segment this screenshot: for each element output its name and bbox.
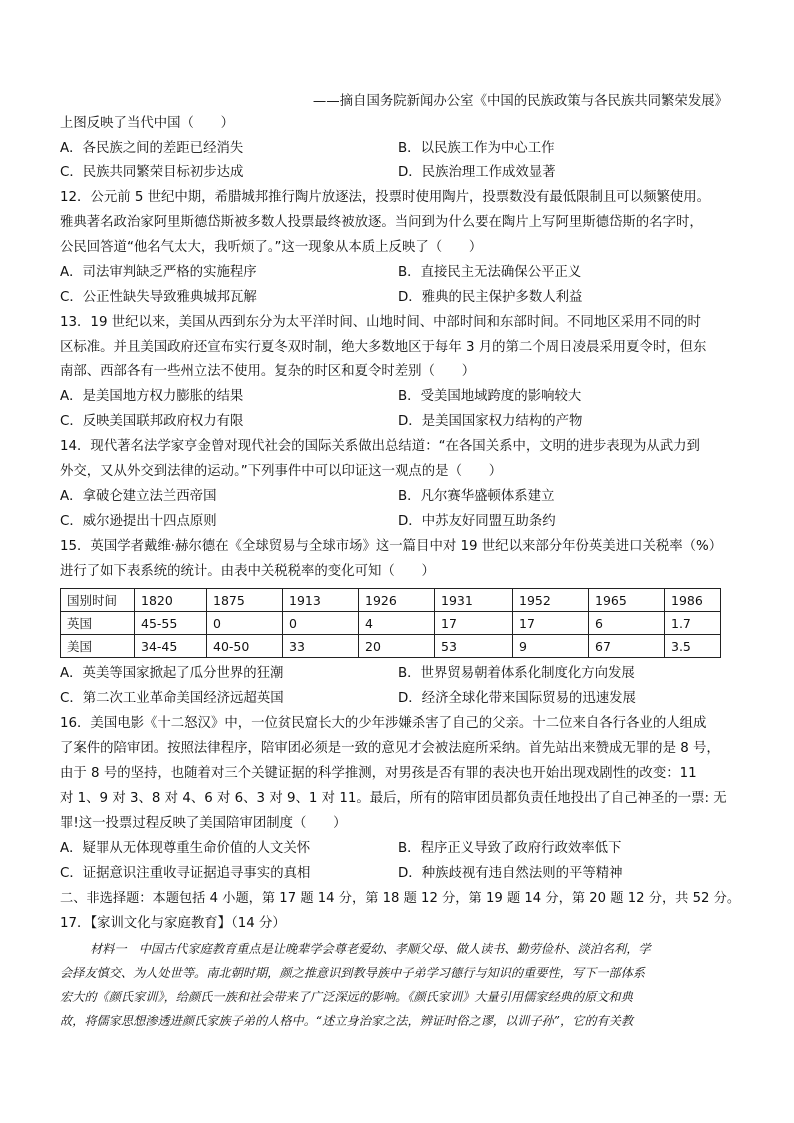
- question-stem: 由于 8 号的坚持，也随着对三个关键证据的科学推测，对男孩是否有罪的表决也开始出现戏剧性的改变：11: [60, 766, 697, 781]
- option-c: C．威尔逊提出十四点原则: [60, 514, 217, 529]
- option-c: C．第二次工业革命美国经济远超英国: [60, 691, 284, 706]
- table-cell: 0: [283, 612, 359, 635]
- source-citation: ——摘自国务院新闻办公室《中国的民族政策与各民族共同繁荣发展》: [312, 94, 728, 109]
- question-stem: 12．公元前 5 世纪中期，希腊城邦推行陶片放逐法，投票时使用陶片，投票数没有最低限制且可以频繁使用。: [60, 190, 711, 205]
- option-b: B．受美国地域跨度的影响较大: [398, 389, 582, 404]
- question-stem: 外交，又从外交到法律的运动。”下列事件中可以印证这一观点的是（ ）: [60, 464, 503, 479]
- table-header-row: [61, 589, 721, 612]
- table-header-cell: 1913: [283, 589, 359, 612]
- question-stem: 公民回答道“他名气太大，我听烦了。”这一现象从本质上反映了（ ）: [60, 240, 483, 255]
- question-stem: 雅典著名政治家阿里斯德岱斯被多数人投票最终被放逐。当问到为什么要在陶片上写阿里斯德岱斯的名字时，: [60, 215, 703, 230]
- question-stem: 进行了如下表系统的统计。由表中关税税率的变化可知（ ）: [60, 564, 435, 579]
- option-d: D．雅典的民主保护多数人利益: [398, 290, 583, 305]
- table-cell: 9: [513, 635, 589, 658]
- table-header-cell: 1986: [665, 589, 721, 612]
- table-cell: 6: [589, 612, 665, 635]
- material-paragraph: 会择友慎交、为人处世等。南北朝时期，颜之推意识到教导族中子弟学习德行与知识的重要性，写下一部体系: [60, 966, 645, 980]
- question-stem: 14．现代著名法学家亨金曾对现代社会的国际关系做出总结道：“在各国关系中，文明的进步表现为从武力到: [60, 439, 700, 454]
- question-stem: 了案件的陪审团。按照法律程序，陪审团必须是一致的意见才会被法庭所采纳。首先站出来赞成无罪的是 8 号，: [60, 741, 720, 756]
- section-heading: 二、非选择题：本题包括 4 小题，第 17 题 14 分，第 18 题 12 分，第 19 题 14 分，第 20 题 12 分，共 52 分。: [60, 891, 741, 906]
- table-cell: 美国: [61, 635, 135, 658]
- option-a: A．司法审判缺乏严格的实施程序: [60, 265, 257, 280]
- option-d: D．民族治理工作成效显著: [398, 165, 556, 180]
- table-cell: 67: [589, 635, 665, 658]
- table-cell: 17: [513, 612, 589, 635]
- question-stem: 16．美国电影《十二怒汉》中，一位贫民窟长大的少年涉嫌杀害了自己的父亲。十二位来自各行各业的人组成: [60, 716, 707, 731]
- option-c: C．公正性缺失导致雅典城邦瓦解: [60, 290, 257, 305]
- option-a: A．疑罪从无体现尊重生命价值的人文关怀: [60, 841, 311, 856]
- table-cell: 45-55: [135, 612, 207, 635]
- option-c: C．证据意识注重收寻证据追寻事实的真相: [60, 866, 311, 881]
- option-b: B．以民族工作为中心工作: [398, 141, 555, 156]
- tariff-table: [60, 588, 721, 658]
- table-header-cell: 1820: [135, 589, 207, 612]
- table-header-cell: 1952: [513, 589, 589, 612]
- option-b: B．凡尔赛华盛顿体系建立: [398, 489, 555, 504]
- material-paragraph: 故，将儒家思想渗透进颜氏家族子弟的人格中。“述立身治家之法，辨证时俗之谬，以训子孙”，它的有关教: [60, 1014, 634, 1028]
- question-stem: 15．英国学者戴维·赫尔德在《全球贸易与全球市场》这一篇目中对 19 世纪以来部分年份英美进口关税率（%）: [60, 539, 723, 554]
- table-cell: 3.5: [665, 635, 721, 658]
- table-header-cell: 1931: [435, 589, 513, 612]
- option-a: A．各民族之间的差距已经消失: [60, 141, 244, 156]
- table-cell: 1.7: [665, 612, 721, 635]
- option-d: D．种族歧视有违自然法则的平等精神: [398, 866, 623, 881]
- question-stem: 对 1、9 对 3、8 对 4、6 对 6、3 对 9、1 对 11。最后，所有的陪审团员都负责任地投出了自己神圣的一票: 无: [60, 791, 727, 806]
- question-stem: 南部、西部各有一些州立法不使用。复杂的时区和夏令时差别（ ）: [60, 364, 476, 379]
- question-stem: 罪!这一投票过程反映了美国陪审团制度（ ）: [60, 816, 347, 831]
- option-b: B．世界贸易朝着体系化制度化方向发展: [398, 666, 635, 681]
- table-cell: 53: [435, 635, 513, 658]
- option-d: D．是美国国家权力结构的产物: [398, 414, 583, 429]
- option-c: C．反映美国联邦政府权力有限: [60, 414, 244, 429]
- question-stem: 区标准。并且美国政府还宣布实行夏冬双时制，绝大多数地区于每年 3 月的第二个周日凌晨采用夏令时，但东: [60, 340, 707, 355]
- table-row: [61, 612, 721, 635]
- option-a: A．是美国地方权力膨胀的结果: [60, 389, 244, 404]
- question-stem: 13．19 世纪以来，美国从西到东分为太平洋时间、山地时间、中部时间和东部时间。不同地区采用不同的时: [60, 315, 701, 330]
- material-paragraph: 宏大的《颜氏家训》，给颜氏一族和社会带来了广泛深远的影响。《颜氏家训》大量引用儒家经典的原文和典: [60, 990, 633, 1004]
- table-cell: 40-50: [207, 635, 283, 658]
- table-cell: 34-45: [135, 635, 207, 658]
- table-row: [61, 635, 721, 658]
- table-header-cell: 1965: [589, 589, 665, 612]
- table-cell: 英国: [61, 612, 135, 635]
- option-d: D．经济全球化带来国际贸易的迅速发展: [398, 691, 636, 706]
- option-d: D．中苏友好同盟互助条约: [398, 514, 556, 529]
- table-cell: 33: [283, 635, 359, 658]
- option-c: C．民族共同繁荣目标初步达成: [60, 165, 244, 180]
- table-cell: 0: [207, 612, 283, 635]
- table-cell: 20: [359, 635, 435, 658]
- option-b: B．程序正义导致了政府行政效率低下: [398, 841, 622, 856]
- table-header-cell: 1875: [207, 589, 283, 612]
- option-a: A．英美等国家掀起了瓜分世界的狂潮: [60, 666, 284, 681]
- table-cell: 4: [359, 612, 435, 635]
- table-header-cell: 1926: [359, 589, 435, 612]
- table-header-cell: 国别时间: [61, 589, 135, 612]
- option-a: A．拿破仑建立法兰西帝国: [60, 489, 217, 504]
- question-stem: 上图反映了当代中国（ ）: [60, 116, 235, 131]
- table-cell: 17: [435, 612, 513, 635]
- material-paragraph: 材料一 中国古代家庭教育重点是让晚辈学会尊老爱幼、孝顺父母、做人读书、勤劳俭朴、淡泊名利，学: [90, 942, 651, 956]
- option-b: B．直接民主无法确保公平正义: [398, 265, 582, 280]
- question-title: 17．【家训文化与家庭教育】（14 分）: [60, 916, 286, 931]
